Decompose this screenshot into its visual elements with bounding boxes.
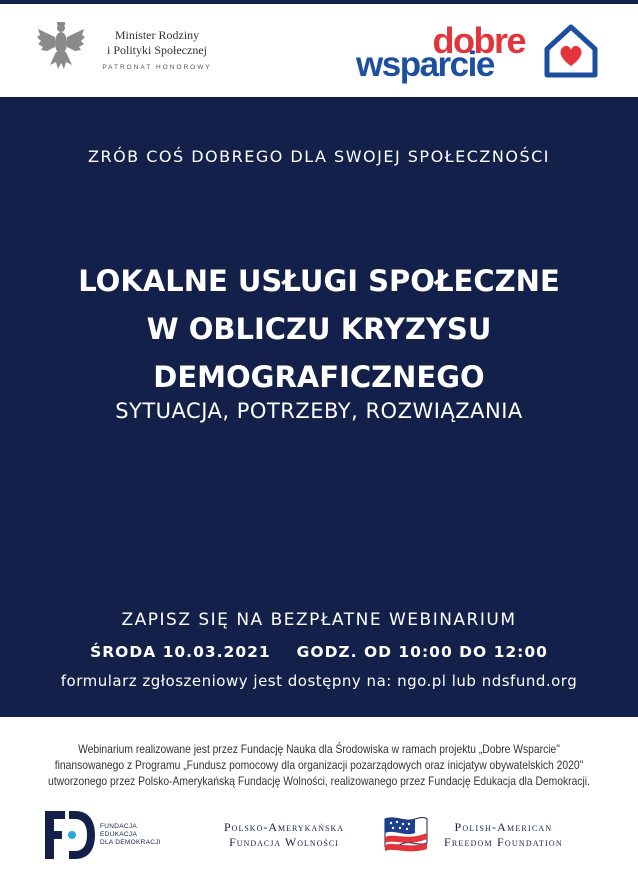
fed-name-line: EDUKACJA (100, 831, 138, 838)
pfa-line: Polish-American (454, 820, 553, 834)
paf-name-polish (224, 820, 344, 850)
dobre-wsparcie-logo (356, 22, 601, 90)
event-subtitle: SYTUACJA, POTRZEBY, ROZWIĄZANIA (115, 399, 523, 423)
ministry-name-line2: i Polityki Społecznej (107, 43, 207, 57)
event-title (0, 257, 638, 401)
title-line: LOKALNE USŁUGI SPOŁECZNE (78, 264, 560, 298)
logo-word-wsparcie: wsparcie (356, 45, 494, 84)
info-line: finansowanego z Programu „Fundusz pomocowy dla organizacji pozarządowych oraz inicjatyw obywatelskich 2020" (54, 758, 584, 772)
project-info (45, 741, 594, 789)
fed-name (100, 823, 161, 847)
patronage-label: PATRONAT HONOROWY (102, 64, 212, 71)
title-line: DEMOGRAFICZNEGO (153, 360, 485, 394)
header (0, 4, 638, 97)
fed-name-line: DLA DEMOKRACJI (100, 839, 161, 846)
house-heart-icon (542, 22, 600, 80)
event-time: GODZ. OD 10:00 DO 12:00 (296, 643, 548, 661)
ministry-patronage (101, 28, 213, 71)
event-datetime (0, 643, 638, 661)
logo-word-dobre: dobre (432, 20, 525, 61)
form-info: formularz zgłoszeniowy jest dostępny na: ngo.pl lub ndsfund.org (60, 672, 578, 690)
event-date: ŚRODA 10.03.2021 (90, 643, 271, 661)
paf-flag-icon (383, 813, 429, 855)
info-line: utworzonego przez Polsko-Amerykańską Fundację Wolności, realizowanego przez Fundację Edukacja dla Demokracji. (48, 774, 590, 788)
info-line: Webinarium realizowane jest przez Fundację Nauka dla Środowiska w ramach projektu „Dobre Wsparcie" (78, 742, 560, 756)
title-line: W OBLICZU KRYZYSU (146, 312, 492, 346)
ministry-name-line1: Minister Rodziny (114, 28, 200, 42)
paf-name-english (444, 820, 563, 850)
fed-name-line: FUNDACJA (100, 823, 138, 830)
tagline: ZRÓB COŚ DOBREGO DLA SWOJEJ SPOŁECZNOŚCI (87, 147, 550, 166)
eagle-emblem-icon (36, 19, 86, 73)
paf-line: Fundacja Wolności (229, 835, 339, 849)
hero-banner (0, 97, 638, 717)
pfa-line: Freedom Foundation (444, 835, 563, 849)
paf-line: Polsko-Amerykańska (224, 820, 345, 834)
register-call: ZAPISZ SIĘ NA BEZPŁATNE WEBINARIUM (121, 610, 517, 630)
fed-logo (45, 809, 175, 861)
fed-mark-icon (45, 809, 97, 861)
